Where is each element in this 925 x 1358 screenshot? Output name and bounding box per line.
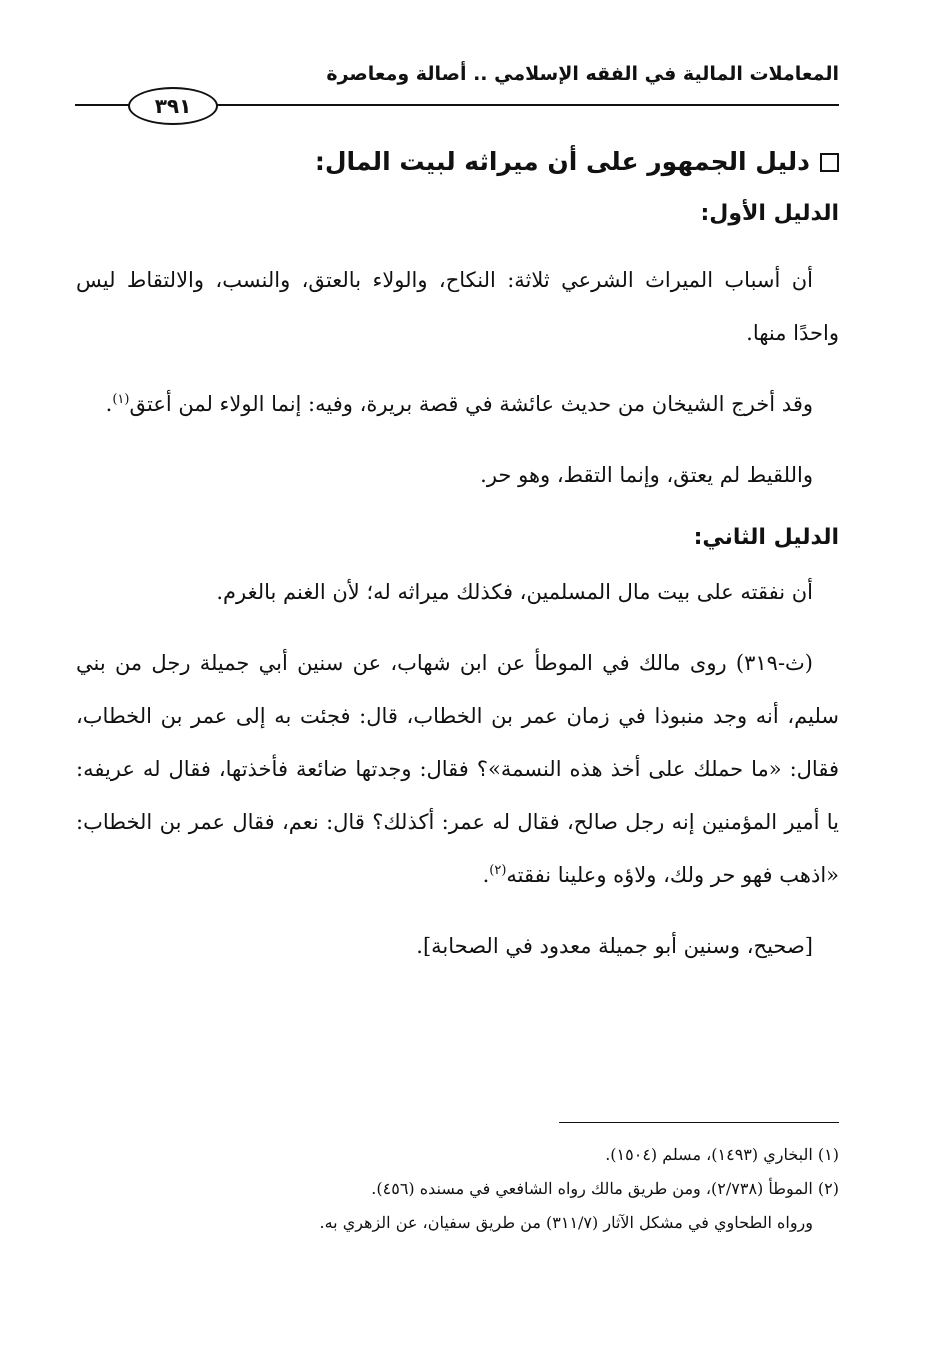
paragraph-6: [صحيح، وسنين أبو جميلة معدود في الصحابة]. — [416, 934, 813, 958]
paragraph-2-end: . — [105, 392, 113, 416]
main-text — [76, 142, 839, 991]
paragraph-2-text: وقد أخرج الشيخان من حديث عائشة في قصة بريرة، وفيه: إنما الولاء لمن أعتق — [129, 392, 813, 416]
footnote-rule — [559, 1122, 839, 1123]
footnotes — [76, 1138, 839, 1240]
page-number-oval — [128, 87, 218, 125]
footnote-ref-2: (٢) — [489, 863, 507, 878]
paragraph-1: أن أسباب الميراث الشرعي ثلاثة: النكاح، والولاء بالعتق، والنسب، والالتقاط ليس واحدًا منها. — [76, 268, 839, 345]
footnote-2: (٢) الموطأ (٢/٧٣٨)، ومن طريق مالك رواه الشافعي في مسنده (٤٥٦). — [371, 1179, 839, 1198]
paragraph-5-text: (ث-٣١٩) روى مالك في الموطأ عن ابن شهاب، عن سنين أبي جميلة رجل من بني سليم، أنه وجد منبوذا في زمان عمر بن الخطاب، قال: فجئت به إلى عمر بن الخطاب، فقال: «ما حملك على أخذ هذه النسمة»؟ فقال: وجدتها ضائعة فأخذتها، فقال له عريفه: يا أمير المؤمنين إنه رجل صالح، فقال له عمر: أكذلك؟ قال: نعم، فقال عمر بن الخطاب: «اذهب فهو حر ولك، ولاؤه وعلينا نفقته — [76, 651, 839, 887]
paragraph-4: أن نفقته على بيت مال المسلمين، فكذلك ميراثه له؛ لأن الغنم بالغرم. — [216, 580, 813, 604]
paragraph-2 — [76, 378, 839, 431]
section-heading — [76, 142, 839, 182]
footnote-2-continued: ورواه الطحاوي في مشكل الآثار (٣١١/٧) من طريق سفيان، عن الزهري به. — [319, 1213, 813, 1232]
paragraph-5 — [76, 637, 839, 902]
section-heading-text: دليل الجمهور على أن ميراثه لبيت المال: — [314, 147, 810, 176]
paragraph-5-end: . — [482, 863, 490, 887]
page-number: ٣٩١ — [154, 94, 192, 118]
square-bullet-icon — [820, 153, 839, 172]
footnote-ref-1: (١) — [112, 392, 130, 407]
first-proof-heading: الدليل الأول: — [700, 201, 839, 226]
running-title: المعاملات المالية في الفقه الإسلامي .. أصالة ومعاصرة — [326, 63, 839, 85]
second-proof-heading: الدليل الثاني: — [693, 525, 839, 550]
paragraph-3: واللقيط لم يعتق، وإنما التقط، وهو حر. — [480, 463, 813, 487]
footnote-1: (١) البخاري (١٤٩٣)، مسلم (١٥٠٤). — [605, 1145, 839, 1164]
